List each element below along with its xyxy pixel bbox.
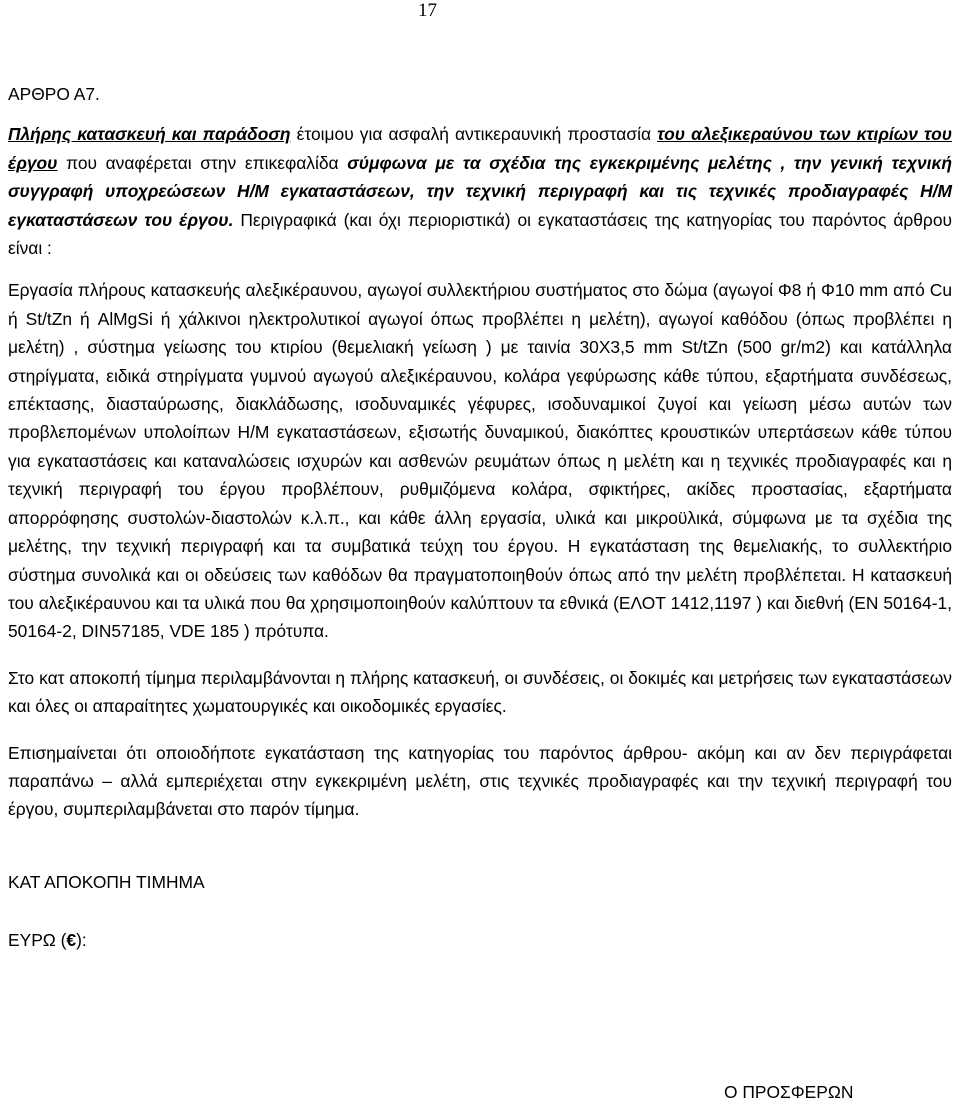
intro-building-scope: του αλεξικεραύνου των κτιρίων του έργου (8, 124, 952, 173)
offerer-label: Ο ΠΡΟΣΦΕΡΩΝ (724, 1082, 854, 1102)
intro-text-2: που αναφέρεται στην επικεφαλίδα (57, 152, 348, 173)
lump-sum-label: ΚΑΤ ΑΠΟΚΟΠΗ ΤΙΜΗΜΑ (8, 871, 205, 892)
document-body (8, 80, 952, 955)
inclusion-paragraph: Στο κατ αποκοπή τίμημα περιλαμβάνονται η πλήρης κατασκευή, οι συνδέσεις, οι δοκιμές και μετρήσεις των εγκαταστάσεων και όλες οι απαραίτητες χωματουργικές και οικοδομικές εργασίες. (8, 667, 952, 717)
description-paragraph: Εργασία πλήρους κατασκευής αλεξικέραυνου, αγωγοί συλλεκτήριου συστήματος στο δώμα (αγωγοί Φ8 ή Φ10 mm από Cu ή St/tZn ή AlMgSi ή χάλκινοι ηλεκτρολυτικοί αγωγοί όπως προβλέπει η μελέτη), αγωγοί καθόδου (όπως προβλέπει η μελέτη) , σύστημα γείωσης του κτιρίου (θεμελιακή γείωση ) με ταινία 30X3,5 mm St/tZn (500 gr/m2) και κατάλληλα στηρίγματα, ειδικά στηρίγματα γυμνού αγωγού αλεξικέραυνου, κολάρα γεφύρωσης κάθε τύπου, εξαρτήματα συνδέσεως, επέκτασης, διασταύρωσης, διακλάδωσης, ισοδυναμικές γέφυρες, ισοδυναμικοί ζυγοί και γείωση μέσω αυτών των προβλεπομένων υπολοίπων Η/Μ εγκαταστάσεων, εξισωτής δυναμικού, διακόπτες κρουστικών υπερτάσεων κάθε τύπου για εγκαταστάσεις και καταναλώσεις ισχυρών και ασθενών ρευμάτων όπως η μελέτη και η τεχνικές προδιαγραφές και η τεχνική περιγραφή του έργου προβλέπουν, ρυθμιζόμενα κολάρα, σφικτήρες, ακίδες προστασίας, εξαρτήματα απορρόφησης συστολών-διαστολών κ.λ.π., και κάθε άλλη εργασία, υλικά και μικροϋλικά, σύμφωνα με τα σχέδια της μελέτης, την τεχνική περιγραφή και τα συμβατικά τεύχη του έργου. Η εγκατάσταση της θεμελιακής, το συλλεκτήριο σύστημα συνολικά και οι οδεύσεις των καθόδων θα πραγματοποιηθούν όπως από την μελέτη προβλέπεται. Η κατασκευή του αλεξικέραυνου και τα υλικά που θα χρησιμοποιηθούν καλύπτουν τα εθνικά (ΕΛΟΤ 1412,1197 ) και διεθνή (EN 50164-1, 50164-2, DIN57185, VDE 185 ) πρότυπα. (8, 280, 952, 642)
intro-text-3: Περιγραφικά (και όχι περιοριστικά) οι εγκαταστάσεις της κατηγορίας του παρόντος άρθρου είναι : (8, 209, 953, 259)
article-title: ΑΡΘΡΟ Α7. (8, 84, 100, 104)
currency-label: ΕΥΡΩ (€): (8, 930, 87, 951)
intro-scope-title: Πλήρης κατασκευή και παράδοση (8, 124, 291, 145)
note-paragraph: Επισημαίνεται ότι οποιοδήποτε εγκατάσταση της κατηγορίας του παρόντος άρθρου- ακόμη και αν δεν περιγράφεται παραπάνω – αλλά εμπεριέχεται στην εγκεκριμένη μελέτη, στις τεχνικές προδιαγραφές και την τεχνική περιγραφή του έργου, συμπεριλαμβάνεται στο παρόν τίμημα. (8, 742, 952, 820)
euro-sign-icon: € (66, 930, 77, 951)
intro-paragraph (8, 120, 952, 262)
page-number: 17 (418, 0, 437, 21)
intro-specifications: σύμφωνα με τα σχέδια της εγκεκριμένης μελέτης , την γενική τεχνική συγγραφή υποχρεώσεων Η/Μ εγκαταστάσεων, την τεχνική περιγραφή και τις τεχνικές προδιαγραφές Η/Μ εγκαταστάσεων του έργου. (8, 152, 952, 230)
intro-text-1: έτοιμου για ασφαλή αντικεραυνική προστασία (290, 124, 658, 145)
